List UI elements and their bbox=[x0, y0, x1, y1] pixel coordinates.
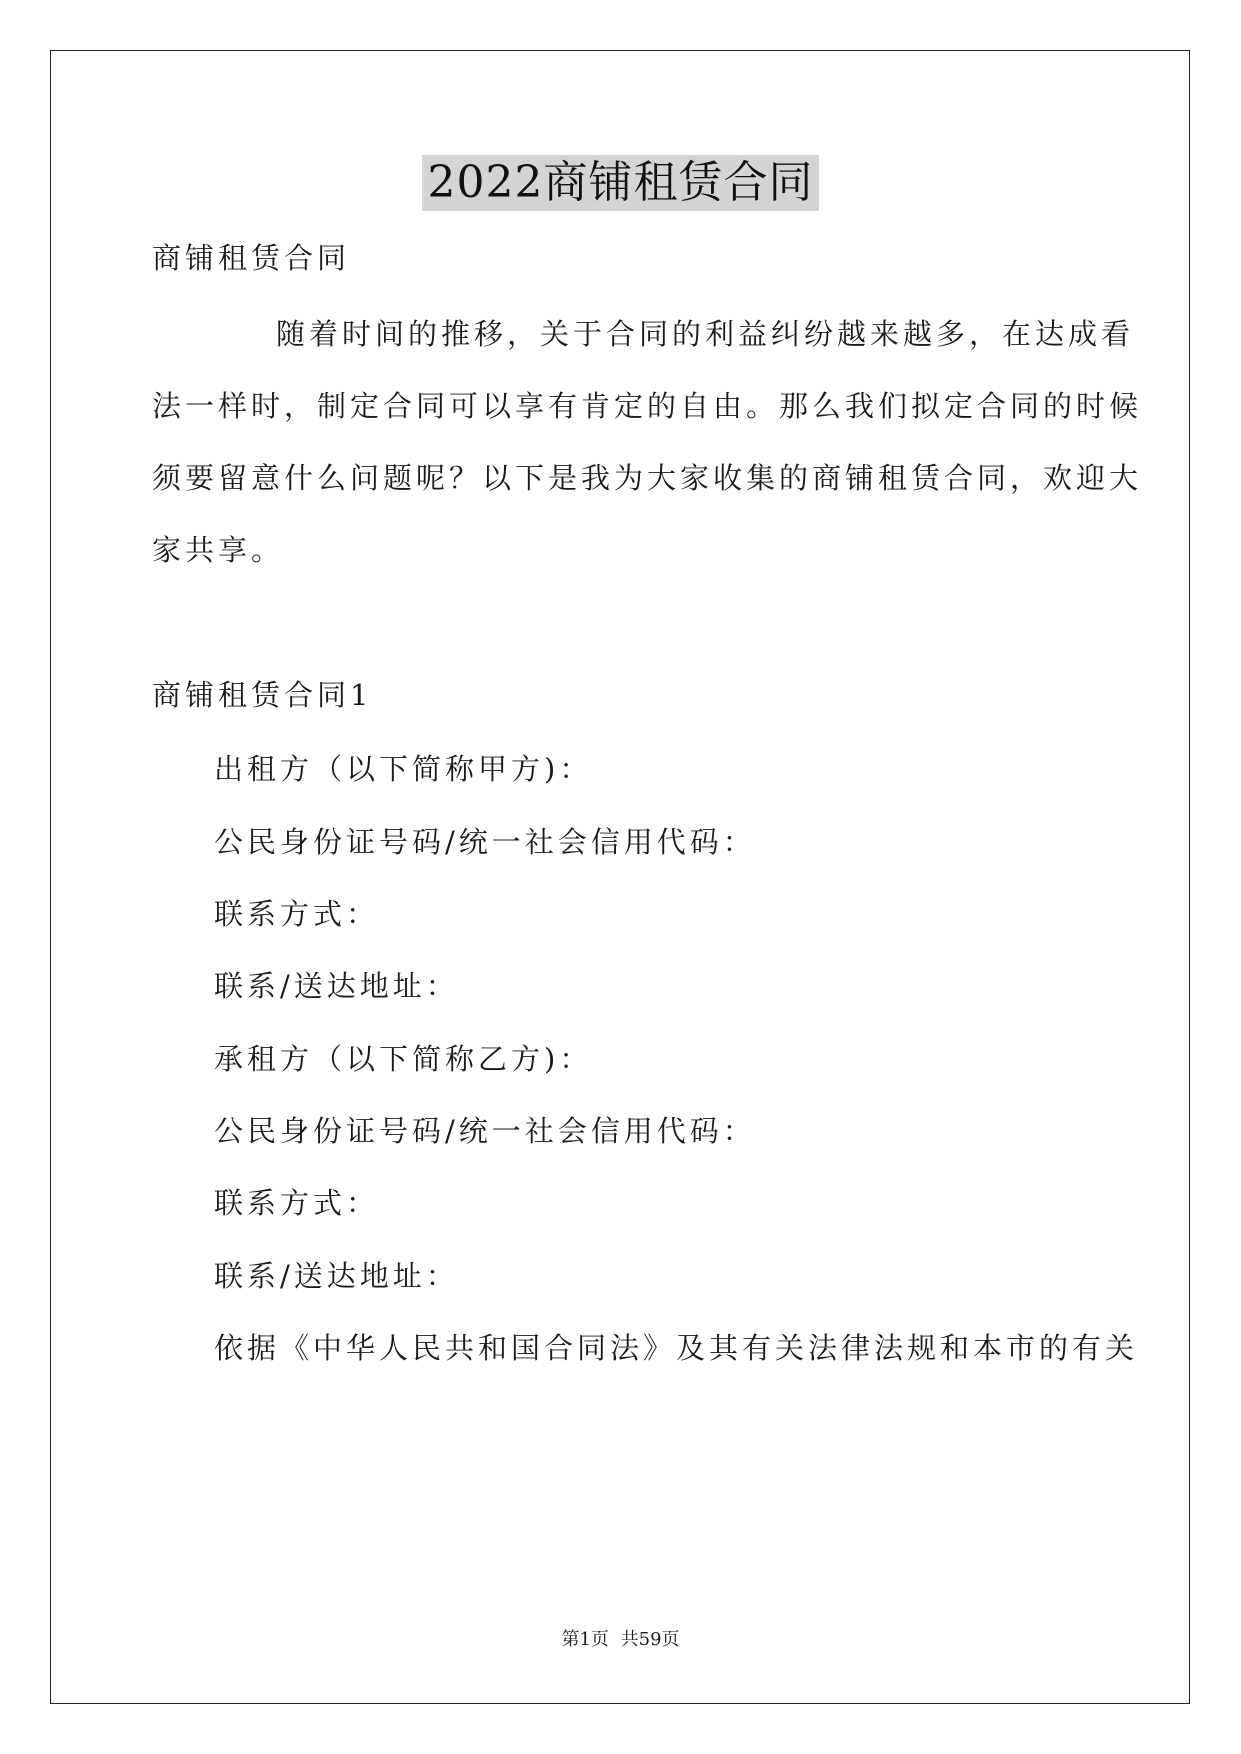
field-lessor-id: 公民身份证号码/统一社会信用代码： bbox=[214, 825, 756, 859]
field-lessor-address: 联系/送达地址： bbox=[214, 969, 459, 1003]
field-lessee-address: 联系/送达地址： bbox=[214, 1259, 459, 1293]
title-container bbox=[0, 155, 1241, 211]
intro-line-1: 随着时间的推移，关于合同的利益纠纷越来越多，在达成看 bbox=[276, 317, 1135, 351]
page-total: 共59页 bbox=[620, 1629, 680, 1650]
intro-line-4: 家共享。 bbox=[152, 533, 285, 567]
field-lessee: 承租方（以下简称乙方)： bbox=[214, 1042, 593, 1076]
intro-line-3: 须要留意什么问题呢？以下是我为大家收集的商铺租赁合同，欢迎大 bbox=[152, 461, 1143, 495]
field-lessor: 出租方（以下简称甲方)： bbox=[214, 752, 593, 786]
field-lessor-contact: 联系方式： bbox=[214, 897, 380, 931]
section-title: 商铺租赁合同1 bbox=[152, 678, 373, 712]
field-lessee-id: 公民身份证号码/统一社会信用代码： bbox=[214, 1114, 756, 1148]
basis-clause: 依据《中华人民共和国合同法》及其有关法律法规和本市的有关 bbox=[214, 1331, 1139, 1365]
page-border bbox=[50, 50, 1190, 1704]
page-footer bbox=[0, 1628, 1241, 1652]
field-lessee-contact: 联系方式： bbox=[214, 1186, 380, 1220]
intro-line-2: 法一样时，制定合同可以享有肯定的自由。那么我们拟定合同的时候 bbox=[152, 389, 1143, 423]
document-title: 2022商铺租赁合同 bbox=[422, 155, 820, 211]
page-number: 第1页 bbox=[561, 1629, 609, 1650]
document-heading: 商铺租赁合同 bbox=[152, 241, 351, 275]
